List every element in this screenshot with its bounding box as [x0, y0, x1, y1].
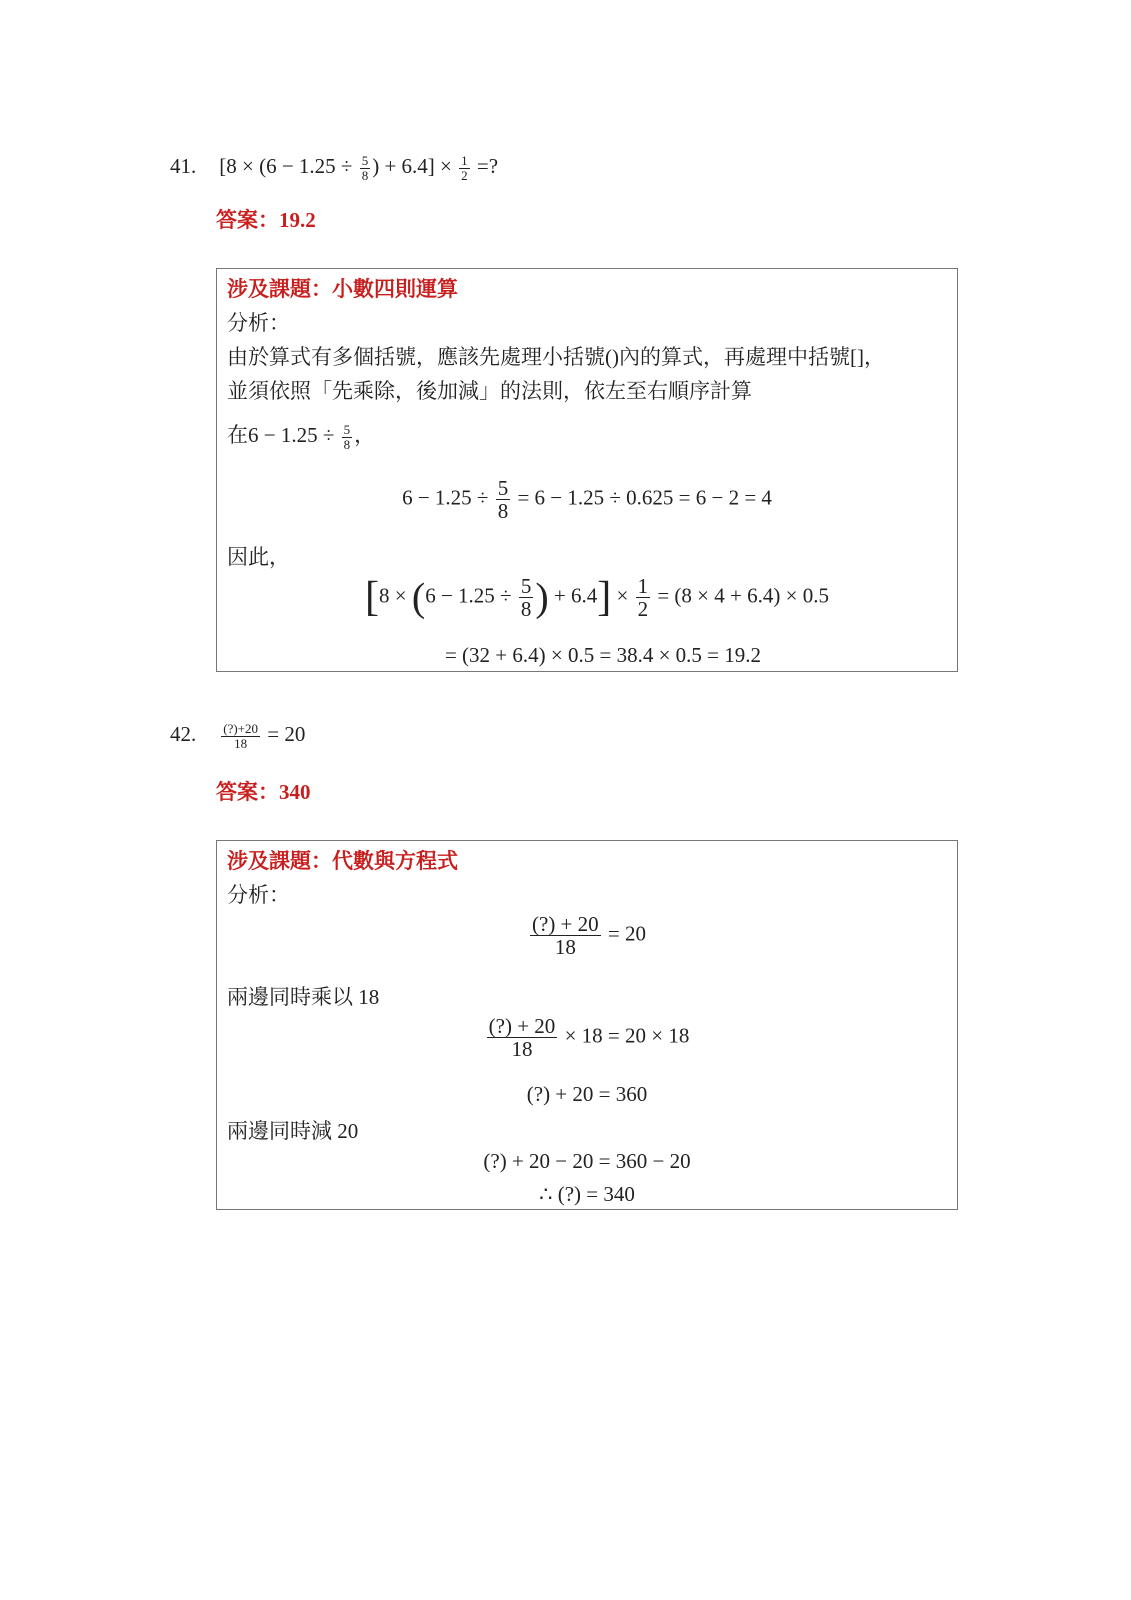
equation-subtract: (?) + 20 − 20 = 360 − 20 — [483, 1149, 691, 1173]
answer-42: 答案：340 — [216, 780, 311, 804]
therefore-label: 因此， — [227, 545, 290, 569]
step-intro: 在6 − 1.25 ÷ $\frac{5}{8}$ ， — [227, 422, 376, 452]
solution-box-42 — [216, 840, 958, 1210]
question-number: 42. — [170, 722, 197, 746]
question-number: 41. — [170, 154, 197, 178]
question-expression: $\frac{(?)+20}{18}$ = 20 — [223, 721, 306, 751]
equation-step-2: [8 × (6 − 1.25 ÷ $\frac{5}{8}$ ) + 6.4] × $\frac{1}{2}$ = (8 × 4 + 6.4) × 0.5 — [365, 574, 829, 622]
equation-original: $\frac{(?) + 20}{18}$ = 20 — [532, 912, 646, 960]
question-41 — [170, 154, 498, 182]
multiply-text: 兩邊同時乘以 18 — [227, 985, 380, 1009]
analysis-text-1: 由於算式有多個括號，應該先處理小括號()內的算式，再處理中括號[]， — [227, 345, 885, 369]
topic-label: 涉及課題：代數與方程式 — [227, 849, 458, 873]
analysis-label: 分析： — [227, 883, 290, 907]
subtract-text: 兩邊同時減 20 — [227, 1119, 359, 1143]
solution-box-41 — [216, 268, 958, 672]
question-expression: [8 × (6 − 1.25 ÷ $\frac{5}{8}$ ) + 6.4] × $\frac{1}{2}$ =? — [219, 153, 499, 183]
equation-step-1: 6 − 1.25 ÷ $\frac{5}{8}$ = 6 − 1.25 ÷ 0.625 = 6 − 2 = 4 — [402, 476, 772, 524]
answer-41: 答案：19.2 — [216, 208, 316, 232]
question-42 — [170, 722, 305, 750]
equation-result-1: (?) + 20 = 360 — [526, 1082, 648, 1106]
analysis-text-2: 並須依照「先乘除，後加減」的法則，依左至右順序計算 — [227, 379, 752, 403]
equation-multiply: $\frac{(?) + 20}{18}$ × 18 = 20 × 18 — [488, 1014, 690, 1062]
analysis-label: 分析： — [227, 311, 290, 335]
equation-final: ∴ (?) = 340 — [539, 1182, 635, 1206]
topic-label: 涉及課題：小數四則運算 — [227, 277, 458, 301]
equation-step-3: = (32 + 6.4) × 0.5 = 38.4 × 0.5 = 19.2 — [444, 643, 762, 667]
